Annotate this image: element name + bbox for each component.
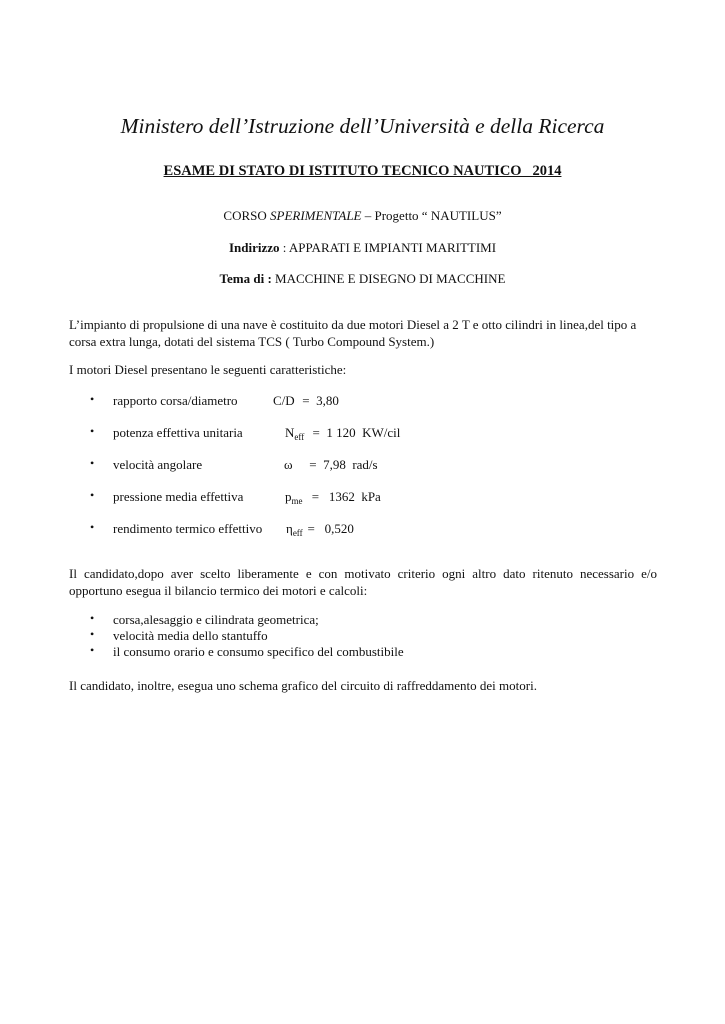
specs-intro: I motori Diesel presentano le seguenti caratteristiche: xyxy=(69,362,347,377)
final-paragraph: Il candidato, inoltre, esegua uno schema grafico del circuito di raffreddamento dei motori. xyxy=(69,678,537,693)
spec-label: rapporto corsa/diametro xyxy=(113,393,238,408)
spec-item-power xyxy=(0,425,725,443)
spec-symbol: ω xyxy=(284,457,293,472)
tema-value: MACCHINE E DISEGNO DI MACCHINE xyxy=(271,271,506,286)
calc-item xyxy=(0,612,725,628)
spec-item-stroke-ratio xyxy=(0,393,725,411)
spec-symbol: $p_{me}$ xyxy=(285,489,303,506)
spec-value: = 3,80 xyxy=(299,393,339,408)
intro-paragraph: L’impianto di propulsione di una nave è costituito da due motori Diesel a 2 T e otto cilindri in linea,del tipo a corsa extra lunga, dotati del sistema TCS ( Turbo Compound System.) xyxy=(69,317,637,349)
course-line xyxy=(0,208,725,224)
calc-label: velocità media dello stantuffo xyxy=(113,628,268,643)
tema-line xyxy=(0,271,725,287)
tema-label: Tema di : xyxy=(219,271,272,286)
spec-value: = 1362 kPa xyxy=(302,489,381,504)
spec-value: = 1 120 KW/cil xyxy=(306,425,401,440)
indirizzo-value: : APPARATI E IMPIANTI MARITTIMI xyxy=(279,240,497,255)
bullet-icon: • xyxy=(90,392,95,406)
ministry-heading: Ministero dell’Istruzione dell’Università e della Ricerca xyxy=(120,114,605,138)
calc-label: corsa,alesaggio e cilindrata geometrica; xyxy=(113,612,319,627)
course-type: SPERIMENTALE xyxy=(270,208,362,223)
spec-symbol: $N_{eff}$ xyxy=(285,425,305,442)
spec-label: rendimento termico effettivo xyxy=(113,521,263,536)
indirizzo-label: Indirizzo xyxy=(228,240,280,255)
calc-item xyxy=(0,644,725,660)
calc-label: il consumo orario e consumo specifico del combustibile xyxy=(113,644,404,659)
indirizzo-line xyxy=(0,240,725,256)
bullet-icon: • xyxy=(90,611,95,625)
spec-item-angular-speed xyxy=(0,457,725,475)
course-project: – Progetto “ NAUTILUS” xyxy=(361,208,502,223)
bullet-icon: • xyxy=(90,424,95,438)
course-label: CORSO xyxy=(223,208,271,223)
spec-label: pressione media effettiva xyxy=(113,489,244,504)
candidate-paragraph: Il candidato,dopo aver scelto liberamente e con motivato criterio ogni altro dato ritenuto necessario e/o opportuno esegua il bilancio termico dei motori e calcoli: xyxy=(69,566,657,598)
bullet-icon: • xyxy=(90,456,95,470)
spec-label: potenza effettiva unitaria xyxy=(113,425,243,440)
exam-title: ESAME DI STATO DI ISTITUTO TECNICO NAUTICO 2014 xyxy=(163,163,562,179)
spec-symbol: $\eta_{eff}$ xyxy=(286,521,303,538)
spec-item-thermal-efficiency xyxy=(0,521,725,539)
bullet-icon: • xyxy=(90,627,95,641)
spec-label: velocità angolare xyxy=(113,457,203,472)
spec-value: = 7,98 rad/s xyxy=(293,457,378,472)
spec-value: = 0,520 xyxy=(301,521,354,536)
bullet-icon: • xyxy=(90,488,95,502)
spec-item-mean-pressure xyxy=(0,489,725,507)
spec-symbol: C/D xyxy=(273,393,295,408)
bullet-icon: • xyxy=(90,643,95,657)
calc-item xyxy=(0,628,725,644)
bullet-icon: • xyxy=(90,520,95,534)
